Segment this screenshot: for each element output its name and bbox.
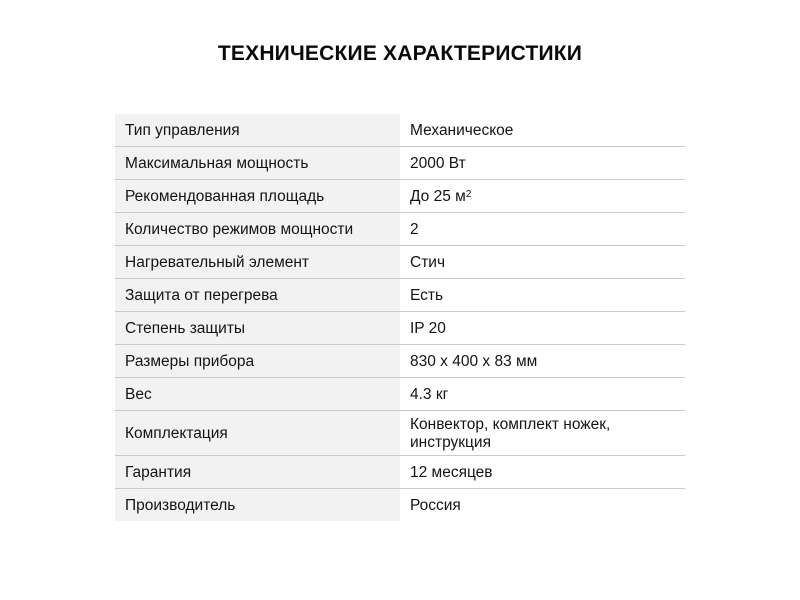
table-row xyxy=(115,489,685,521)
spec-label: Размеры прибора xyxy=(115,345,400,377)
spec-value: 12 месяцев xyxy=(410,463,493,481)
table-row xyxy=(115,180,685,213)
spec-value: Россия xyxy=(410,496,461,514)
spec-label: Рекомендованная площадь xyxy=(115,180,400,212)
spec-label: Комплектация xyxy=(115,411,400,455)
table-row xyxy=(115,279,685,312)
spec-value: До 25 м $^2$ xyxy=(410,187,472,205)
spec-value: 2000 Вт xyxy=(410,154,466,172)
page-title: ТЕХНИЧЕСКИЕ ХАРАКТЕРИСТИКИ xyxy=(217,42,583,65)
spec-value: 830 х 400 х 83 мм xyxy=(410,352,538,370)
spec-label: Производитель xyxy=(115,489,400,521)
spec-label: Нагревательный элемент xyxy=(115,246,400,278)
spec-label: Тип управления xyxy=(115,114,400,146)
spec-value: Стич xyxy=(410,253,446,271)
spec-value: Конвектор, комплект ножек, инструкция xyxy=(410,415,611,451)
spec-label: Вес xyxy=(115,378,400,410)
table-row xyxy=(115,246,685,279)
spec-value-text: До 25 м xyxy=(410,187,466,205)
spec-value: Механическое xyxy=(410,121,514,139)
spec-label: Защита от перегрева xyxy=(115,279,400,311)
spec-value: Есть xyxy=(410,286,444,304)
spec-table xyxy=(115,114,685,521)
spec-label: Количество режимов мощности xyxy=(115,213,400,245)
spec-value: 2 xyxy=(410,220,419,238)
table-row xyxy=(115,378,685,411)
table-row xyxy=(115,456,685,489)
spec-value: IP 20 xyxy=(410,319,446,337)
table-row xyxy=(115,147,685,180)
table-row xyxy=(115,312,685,345)
table-row xyxy=(115,345,685,378)
table-row xyxy=(115,114,685,147)
spec-value: 4.3 кг xyxy=(410,385,449,403)
spec-label: Гарантия xyxy=(115,456,400,488)
table-row xyxy=(115,411,685,456)
spec-label: Максимальная мощность xyxy=(115,147,400,179)
table-row xyxy=(115,213,685,246)
spec-label: Степень защиты xyxy=(115,312,400,344)
